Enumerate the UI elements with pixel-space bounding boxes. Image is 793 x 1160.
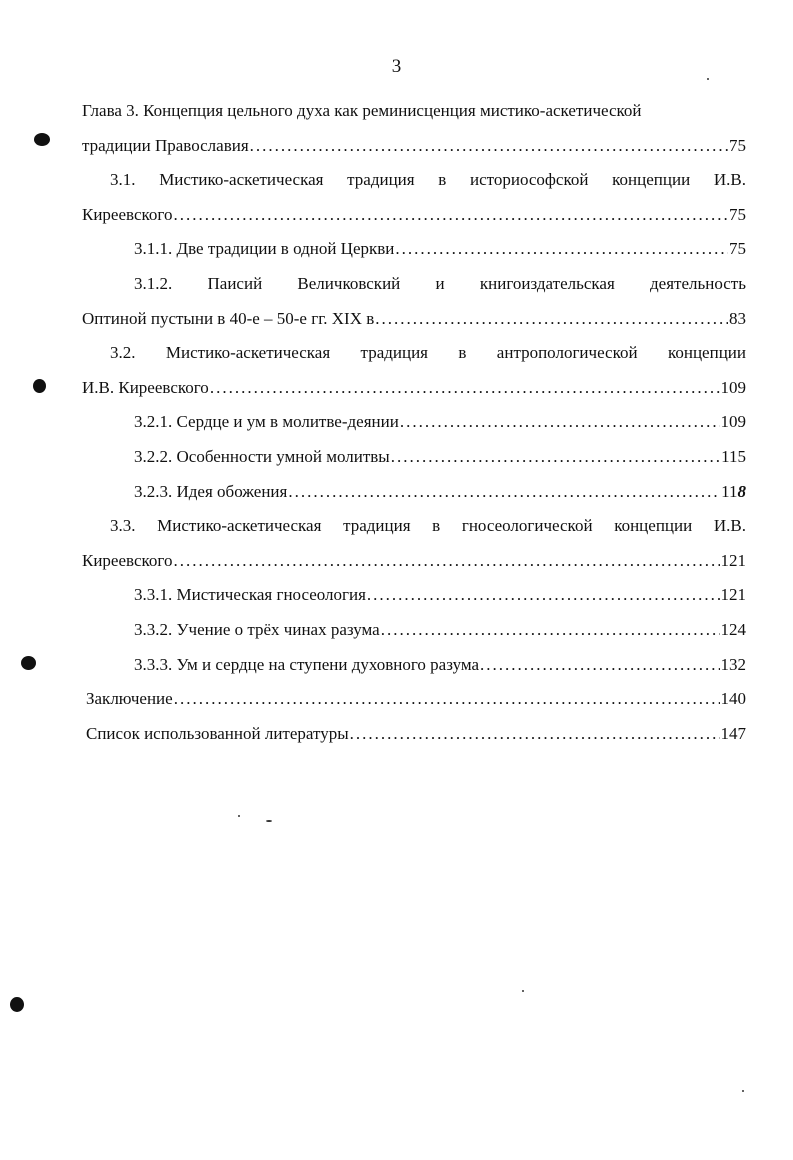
page-number: 3: [391, 56, 402, 77]
toc-3-2-2-title: 3.2.2. Особенности умной молитвы: [134, 446, 390, 466]
leader-dots: [391, 440, 720, 475]
toc-3-1-2-page: 83: [729, 308, 746, 328]
toc-3-1-1: [82, 232, 746, 267]
toc-3-2-3-page-handwritten: 8: [737, 481, 746, 501]
toc-3-1-1-page: 75: [729, 239, 746, 259]
toc-chapter3-line2: [82, 129, 746, 164]
toc-3-2-1-page: 109: [720, 412, 746, 432]
toc-3-3-1: [82, 578, 746, 613]
toc-3-1-page: 75: [729, 204, 746, 224]
toc-3-2-2-page: 115: [721, 446, 746, 466]
leader-dots: [173, 544, 719, 579]
toc-chapter3-title: Глава 3. Концепция цельного духа как реминисценция мистико-аскетической: [82, 101, 642, 120]
leader-dots: [367, 578, 720, 613]
toc-3-2-3-page: [721, 475, 746, 510]
toc-3-3-3-title: 3.3.3. Ум и сердце на ступени духовного разума: [134, 654, 480, 674]
toc-3-3-1-page: 121: [720, 585, 746, 605]
toc-3-2-3-title: 3.2.3. Идея обожения: [134, 481, 288, 501]
toc-3-3-1-title: 3.3.1. Мистическая гносеология: [134, 585, 366, 605]
leader-dots: [375, 302, 728, 337]
punch-hole-mark: [21, 656, 36, 670]
toc-3-3-title: 3.3. Мистико-аскетическая традиция в гносеологической концепции И.В.: [110, 516, 746, 536]
toc-3-1-2-line1: [82, 267, 746, 302]
toc-3-2-title: 3.2. Мистико-аскетическая традиция в антропологической концепции: [110, 343, 746, 363]
table-of-contents: [82, 94, 746, 751]
toc-3-1-2-line2: [82, 302, 746, 337]
toc-3-1-2-title-cont: Оптиной пустыни в 40-е – 50-е гг. XIX в: [82, 308, 375, 328]
toc-chapter3-page: 75: [729, 135, 746, 155]
toc-3-2-1-title: 3.2.1. Сердце и ум в молитве-деянии: [134, 412, 399, 432]
toc-3-1-line2: [82, 198, 746, 233]
toc-conclusion: [82, 682, 746, 717]
toc-chapter3-line1: [82, 94, 746, 129]
toc-3-2-title-cont: И.В. Киреевского: [82, 377, 209, 397]
toc-3-3-page: 121: [720, 550, 746, 570]
scan-speck: [707, 78, 709, 80]
leader-dots: [250, 129, 728, 164]
toc-3-3-2-page: 124: [720, 619, 746, 639]
toc-3-2-3: [82, 475, 746, 510]
punch-hole-mark: [33, 379, 46, 393]
toc-3-2-2: [82, 440, 746, 475]
toc-conclusion-title: Заключение: [86, 689, 173, 709]
leader-dots: [400, 405, 720, 440]
toc-3-3-2: [82, 613, 746, 648]
leader-dots: [288, 475, 720, 510]
toc-3-2-3-page-printed: 11: [721, 481, 738, 501]
scan-speck: [266, 820, 272, 822]
toc-3-3-line1: [82, 509, 746, 544]
toc-3-2-line1: [82, 336, 746, 371]
toc-3-3-line2: [82, 544, 746, 579]
leader-dots: [480, 648, 719, 683]
toc-3-1-2-title: 3.1.2. Паисий Величковский и книгоиздательская деятельность: [134, 273, 746, 293]
toc-3-2-line2: [82, 371, 746, 406]
toc-bibliography-page: 147: [720, 723, 746, 743]
leader-dots: [350, 717, 720, 752]
toc-3-3-title-cont: Киреевского: [82, 550, 173, 570]
toc-3-1-title: 3.1. Мистико-аскетическая традиция в историософской концепции И.В.: [110, 170, 746, 190]
toc-bibliography: [82, 717, 746, 752]
toc-3-3-2-title: 3.3.2. Учение о трёх чинах разума: [134, 619, 380, 639]
toc-3-2-page: 109: [720, 377, 746, 397]
punch-hole-mark: [34, 133, 50, 146]
leader-dots: [174, 682, 720, 717]
toc-conclusion-page: 140: [720, 689, 746, 709]
toc-chapter3-title-cont: традиции Православия: [82, 135, 249, 155]
toc-3-1-line1: [82, 163, 746, 198]
toc-3-3-3-page: 132: [720, 654, 746, 674]
leader-dots: [210, 371, 720, 406]
scan-speck: [742, 1090, 744, 1092]
toc-3-1-title-cont: Киреевского: [82, 204, 173, 224]
scan-speck: [522, 990, 524, 992]
toc-3-1-1-title: 3.1.1. Две традиции в одной Церкви: [134, 239, 395, 259]
punch-hole-mark: [10, 997, 24, 1012]
toc-3-2-1: [82, 405, 746, 440]
toc-bibliography-title: Список использованной литературы: [86, 723, 349, 743]
leader-dots: [173, 198, 728, 233]
scan-speck: [238, 815, 240, 817]
toc-3-3-3: [82, 648, 746, 683]
leader-dots: [395, 232, 728, 267]
leader-dots: [381, 613, 720, 648]
